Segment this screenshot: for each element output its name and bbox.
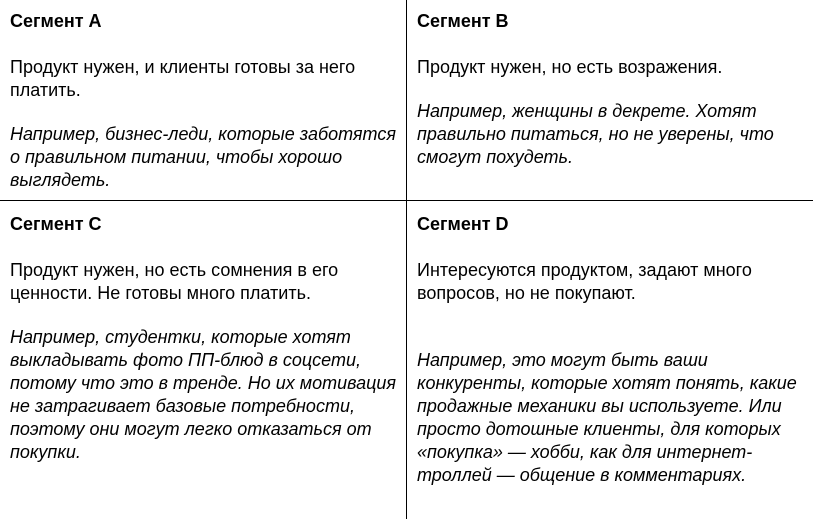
segment-b-example: Например, женщины в декрете. Хотят правильно питаться, но не уверены, что смогут похудеть. — [417, 101, 774, 167]
horizontal-divider — [0, 200, 813, 201]
segment-a-description: Продукт нужен, и клиенты готовы за него платить. — [10, 57, 356, 100]
segment-a-cell — [10, 10, 400, 192]
segment-c-description: Продукт нужен, но есть сомнения в его ценности. Не готовы много платить. — [10, 260, 339, 303]
segment-c-example: Например, студентки, которые хотят выкладывать фото ПП-блюд в соцсети, потому что это в тренде. Но их мотивация не затрагивает базовые потребности, поэтому они могут легко отказаться от покупки. — [10, 327, 397, 462]
segment-c-cell — [10, 213, 400, 464]
segment-a-example: Например, бизнес-леди, которые заботятся о правильном питании, чтобы хорошо выглядеть. — [10, 124, 396, 190]
segment-d-description: Интересуются продуктом, задают много вопросов, но не покупают. — [417, 260, 752, 303]
segment-c-title: Сегмент C — [10, 214, 102, 234]
segment-b-description: Продукт нужен, но есть возражения. — [417, 57, 723, 77]
segment-a-title: Сегмент A — [10, 11, 102, 31]
segment-d-cell — [417, 213, 807, 487]
segment-d-title: Сегмент D — [417, 214, 509, 234]
vertical-divider — [406, 0, 407, 519]
segment-b-cell — [417, 10, 807, 169]
segment-d-example: Например, это могут быть ваши конкуренты, которые хотят понять, какие продажные механики вы используете. Или просто дотошные клиенты, для которых «покупка» — хобби, как для интернет-троллей — общение в комментариях. — [417, 350, 797, 485]
segment-b-title: Сегмент B — [417, 11, 509, 31]
